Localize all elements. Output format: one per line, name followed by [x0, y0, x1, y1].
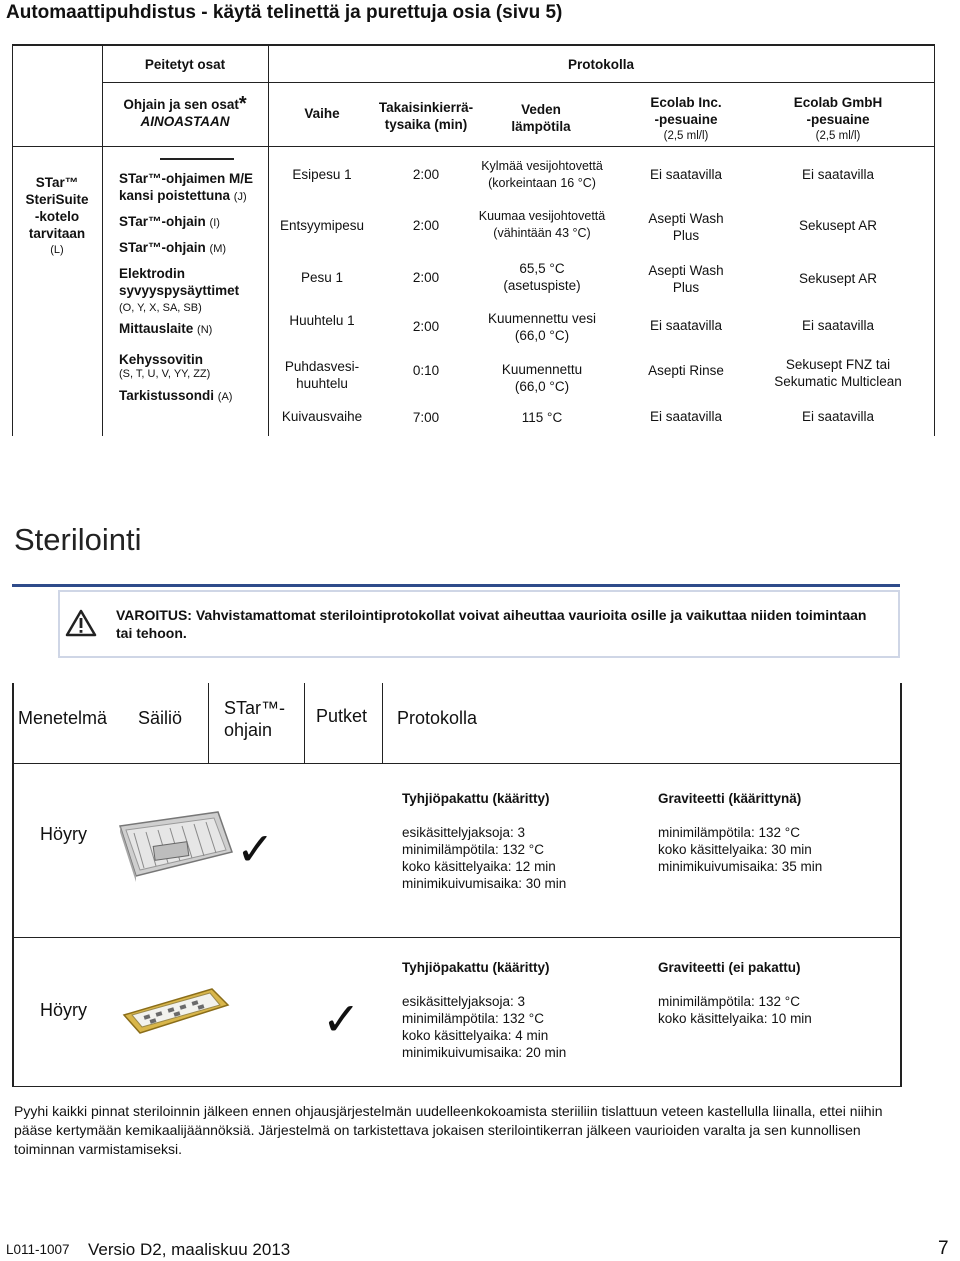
header-ecolab-gmbh-2: -pesuaine — [806, 112, 870, 127]
controller-case-image — [120, 985, 232, 1037]
time-cell: 7:00 — [412, 410, 440, 425]
protocol-line: koko käsittelyaika: 10 min — [658, 1011, 812, 1026]
gravity-title: Graviteetti (ei pakattu) — [658, 960, 801, 975]
header-container: Säiliö — [138, 708, 183, 728]
ecolab-gmbh-cell: Sekusept AR — [798, 271, 878, 286]
container-line-5: (L) — [50, 244, 64, 256]
header-water-1: Veden — [521, 102, 561, 117]
time-cell: 2:00 — [412, 270, 440, 285]
header-controller: STar™- ohjain — [224, 698, 286, 740]
protocol-line: minimilämpötila: 132 °C — [402, 842, 544, 857]
time-cell: 0:10 — [412, 363, 440, 378]
ecolab-gmbh-cell: Ei saatavilla — [801, 409, 875, 424]
protocol-line: minimilämpötila: 132 °C — [658, 994, 800, 1009]
ecolab-inc-cell: Asepti Wash Plus — [648, 263, 724, 295]
warning-icon — [65, 609, 97, 637]
header-ecolab-gmbh — [758, 94, 918, 145]
document-version: Versio D2, maaliskuu 2013 — [88, 1240, 291, 1259]
gravity-protocol — [658, 959, 894, 1027]
water-cell: Kylmää vesijohtovettä (korkeintaan 16 °C) — [481, 159, 603, 190]
method-cell: Höyry — [40, 824, 88, 844]
ecolab-gmbh-cell: Ei saatavilla — [801, 167, 875, 182]
ecolab-inc-cell: Asepti Wash Plus — [648, 211, 724, 243]
header-ecolab-inc-2: -pesuaine — [654, 112, 718, 127]
part-item: (S, T, U, V, YY, ZZ) — [119, 368, 211, 380]
warning-text: VAROITUS: Vahvistamattomat sterilointiprotokollat voivat aiheuttaa vaurioita osille ja vaikuttaa niiden toimintaan tai tehoon. — [116, 607, 867, 641]
protocol-line: minimikuivumisaika: 30 min — [402, 876, 567, 891]
header-recirc — [376, 99, 476, 133]
gravity-title: Graviteetti (käärittynä) — [658, 791, 802, 806]
protocol-line: esikäsittelyjaksoja: 3 — [402, 994, 526, 1009]
ecolab-gmbh-cell: Sekusept FNZ tai Sekumatic Multiclean — [774, 357, 902, 389]
container-cell — [12, 174, 102, 259]
phase-cell: Kuivausvaihe — [281, 409, 363, 424]
phase-cell: Esipesu 1 — [292, 167, 352, 182]
protocol-line: esikäsittelyjaksoja: 3 — [402, 825, 526, 840]
ecolab-gmbh-cell: Sekusept AR — [798, 218, 878, 233]
part-item: Kehyssovitin — [119, 352, 204, 367]
header-controller — [102, 93, 268, 130]
header-water — [476, 101, 606, 135]
section-title: Sterilointi — [14, 522, 142, 557]
part-item: STar™-ohjain (I) — [119, 214, 220, 229]
header-tubes: Putket — [316, 706, 368, 726]
header-recirc-2: tysaika (min) — [384, 117, 468, 132]
ecolab-inc-cell: Ei saatavilla — [649, 318, 723, 333]
section-rule — [12, 584, 900, 587]
parts-list — [119, 170, 267, 406]
parts-divider — [160, 158, 234, 160]
phase-cell: Puhdasvesi- huuhtelu — [284, 359, 360, 391]
water-cell: 115 °C — [521, 410, 563, 425]
container-line-4: tarvitaan — [28, 226, 86, 241]
vacuum-title: Tyhjiöpakattu (kääritty) — [402, 960, 550, 975]
container-line-3: -kotelo — [34, 209, 80, 224]
check-icon: ✓ — [236, 822, 275, 876]
method-cell: Höyry — [40, 1000, 88, 1020]
protocol-line: minimikuivumisaika: 20 min — [402, 1045, 567, 1060]
phase-cell: Pesu 1 — [300, 270, 344, 285]
document-code: L011-1007 — [6, 1242, 70, 1257]
page-number: 7 — [938, 1238, 949, 1259]
vacuum-protocol — [402, 790, 642, 892]
container-line-1: STar™ — [35, 175, 79, 190]
header-ecolab-inc — [618, 94, 754, 145]
header-protocol: Protokolla — [567, 57, 634, 72]
check-icon: ✓ — [322, 992, 361, 1046]
water-cell: 65,5 °C (asetuspiste) — [503, 261, 581, 293]
header-only: AINOASTAAN — [140, 114, 230, 129]
phase-cell: Huuhtelu 1 — [289, 313, 355, 328]
ecolab-gmbh-cell: Ei saatavilla — [801, 318, 875, 333]
header-controller-label: Ohjain ja sen osat — [123, 97, 239, 112]
gravity-protocol — [658, 790, 894, 875]
footer-paragraph: Pyyhi kaikki pinnat steriloinnin jälkeen ennen ohjausjärjestelmän uudelleenkokoamista steriiliin tislattuun veteen kastellulla liinalla, ettei niihin pääse kertymään kemikaalijäännöksiä. Järjestelmä on tarkistettava jokaisen sterilointikerran jälkeen vaurioiden varalta ja sen kunnollisen toiminnan varmistamiseksi. — [14, 1103, 883, 1157]
part-item: Tarkistussondi (A) — [119, 388, 233, 403]
part-item: STar™-ohjain (M) — [119, 240, 227, 255]
protocol-line: minimilämpötila: 132 °C — [402, 1011, 544, 1026]
header-method: Menetelmä — [18, 708, 108, 728]
header-controller-star: * — [238, 93, 247, 115]
water-cell: Kuumaa vesijohtovettä (vähintään 43 °C) — [478, 209, 606, 240]
protocol-line: koko käsittelyaika: 12 min — [402, 859, 556, 874]
instrument-tray-image — [114, 806, 234, 884]
ecolab-inc-cell: Ei saatavilla — [649, 167, 723, 182]
protocol-line: minimilämpötila: 132 °C — [658, 825, 800, 840]
part-item: Elektrodin syvyyspysäyttimet — [119, 266, 240, 298]
header-ecolab-gmbh-1: Ecolab GmbH — [793, 95, 883, 110]
protocol-line: minimikuivumisaika: 35 min — [658, 859, 823, 874]
protocol-line: koko käsittelyaika: 4 min — [402, 1028, 549, 1043]
part-item: STar™-ohjaimen M/E kansi poistettuna (J) — [119, 171, 254, 203]
header-water-2: lämpötila — [511, 119, 571, 134]
header-ecolab-inc-1: Ecolab Inc. — [650, 95, 722, 110]
warning-box — [58, 590, 900, 658]
header-protocol: Protokolla — [397, 708, 478, 728]
header-recirc-1: Takaisinkierrä- — [378, 100, 474, 115]
water-cell: Kuumennettu vesi (66,0 °C) — [487, 311, 597, 343]
part-item: (O, Y, X, SA, SB) — [119, 302, 202, 314]
header-ecolab-gmbh-3: (2,5 ml/l) — [815, 130, 861, 142]
page-title: Automaattipuhdistus - käytä telinettä ja purettuja osia (sivu 5) — [6, 2, 563, 23]
time-cell: 2:00 — [412, 319, 440, 334]
protocol-line: koko käsittelyaika: 30 min — [658, 842, 812, 857]
time-cell: 2:00 — [412, 167, 440, 182]
ecolab-inc-cell: Asepti Rinse — [648, 363, 724, 378]
header-ecolab-inc-3: (2,5 ml/l) — [663, 130, 709, 142]
header-phase: Vaihe — [304, 106, 340, 121]
header-covered-parts: Peitetyt osat — [144, 57, 226, 72]
part-item: Mittauslaite (N) — [119, 321, 213, 336]
water-cell: Kuumennettu (66,0 °C) — [501, 362, 583, 394]
vacuum-protocol — [402, 959, 642, 1061]
vacuum-title: Tyhjiöpakattu (kääritty) — [402, 791, 550, 806]
phase-cell: Entsyymipesu — [279, 218, 365, 233]
ecolab-inc-cell: Ei saatavilla — [649, 409, 723, 424]
time-cell: 2:00 — [412, 218, 440, 233]
container-line-2: SteriSuite — [25, 192, 89, 207]
